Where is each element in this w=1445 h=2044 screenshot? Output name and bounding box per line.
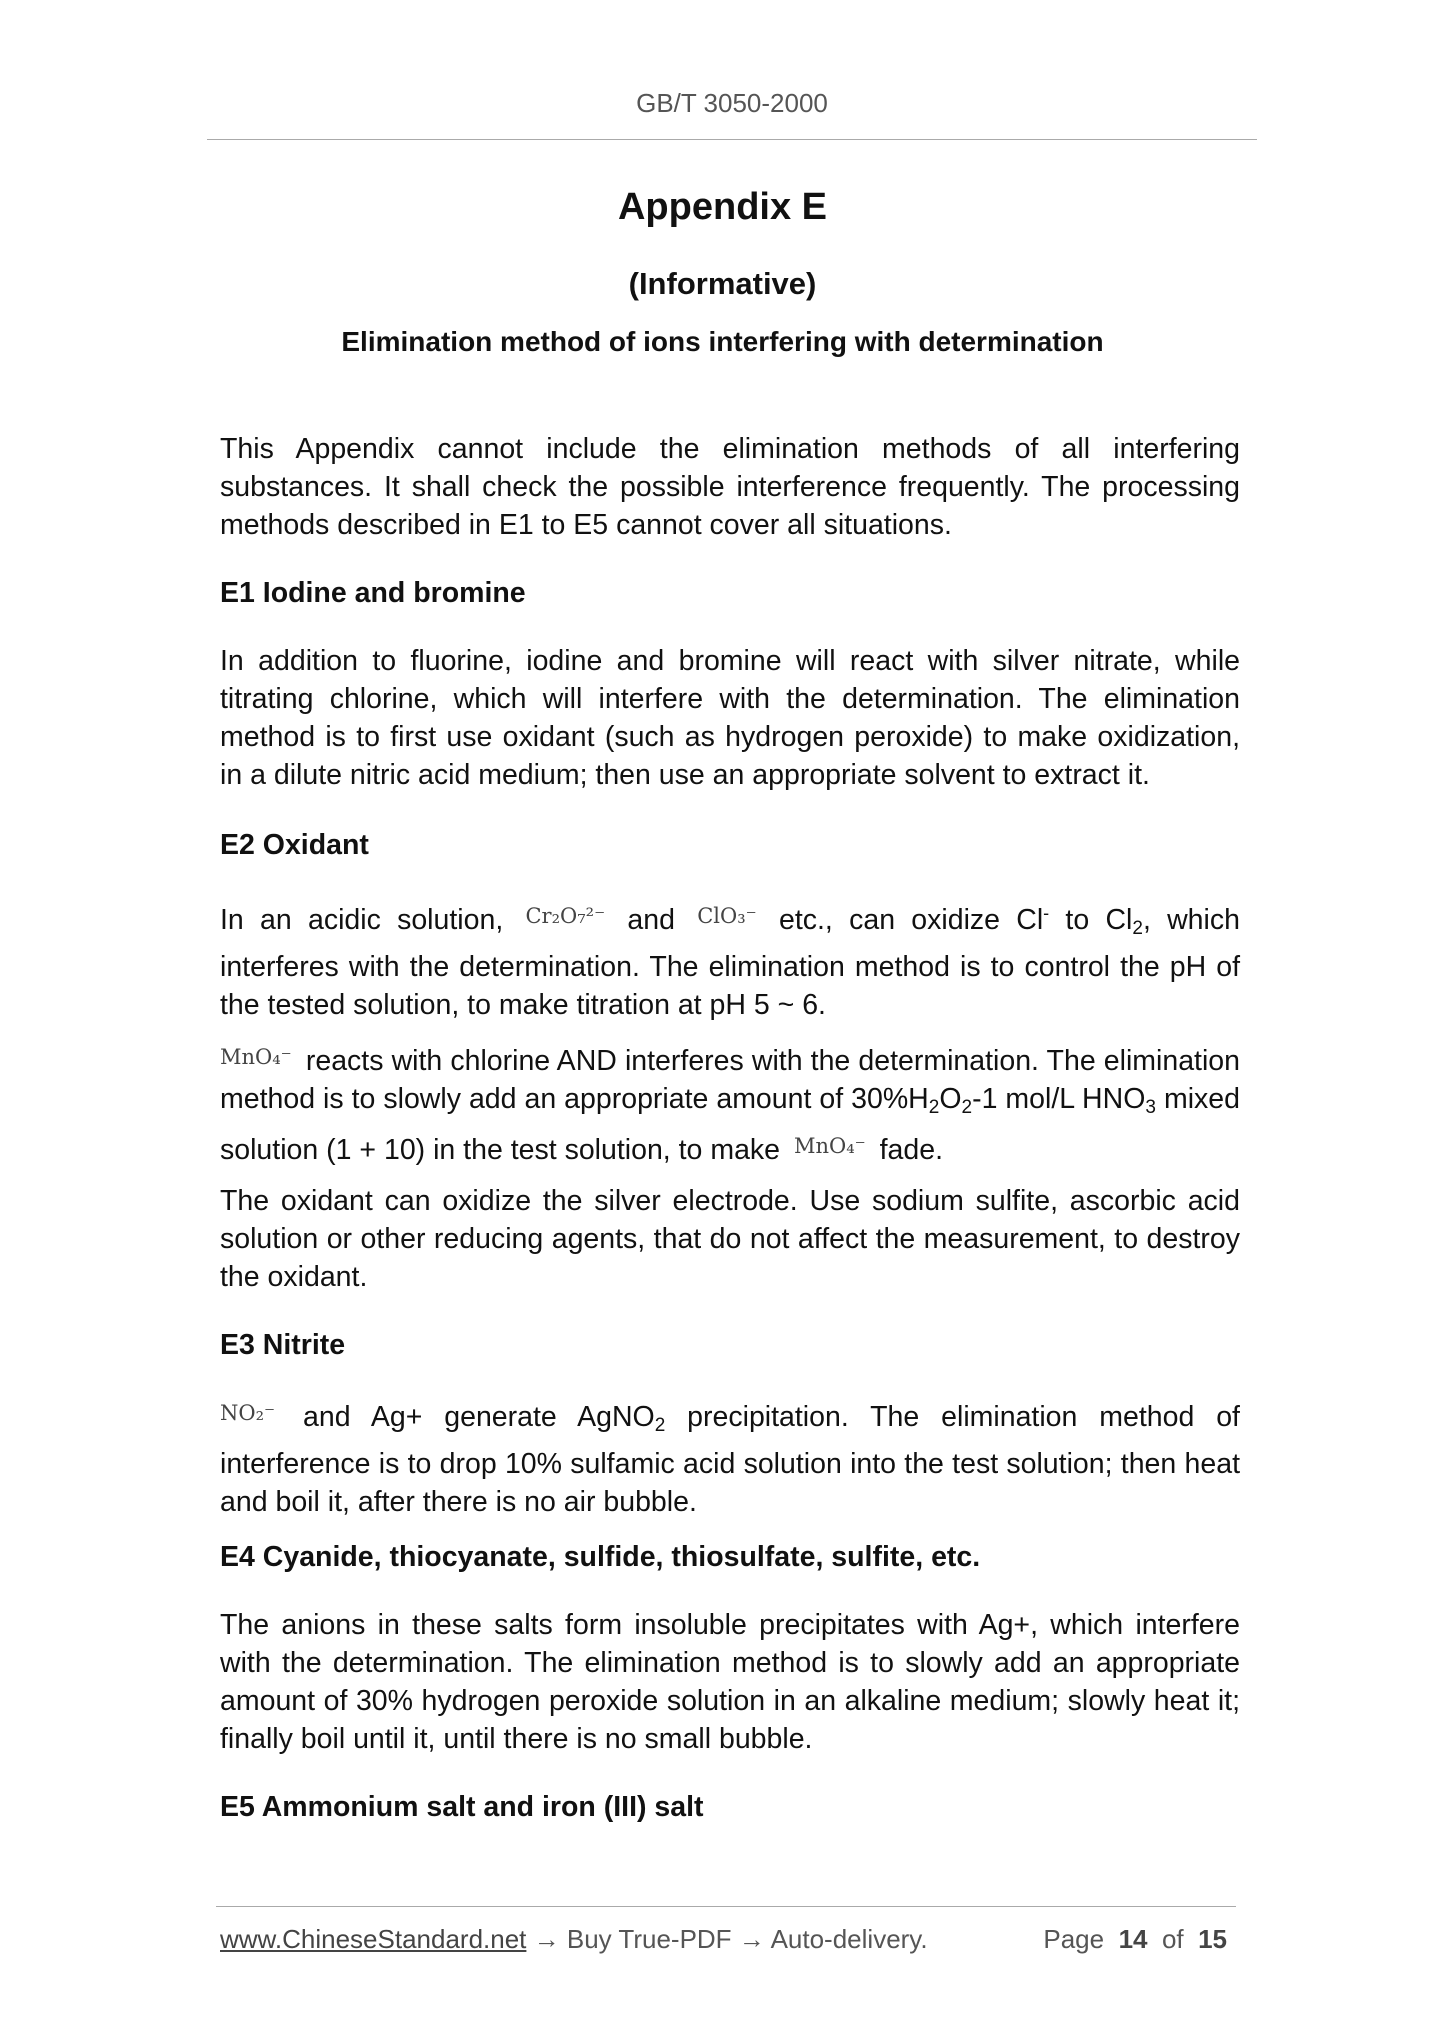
section-e2-paragraph-3: The oxidant can oxidize the silver electrode. Use sodium sulfite, ascorbic acid solution or other reducing agents, that do not affect the measurement, to destroy the oxidant. [220,1185,1240,1293]
total-pages: 15 [1198,1924,1227,1954]
permanganate-formula: MnO₄⁻ [220,1045,292,1069]
section-e5-heading: E5 Ammonium salt and iron (III) salt [220,1791,704,1823]
section-e2-paragraph-1: In an acidic solution, Cr₂O₇²⁻ and ClO₃⁻ etc., can oxidize Cl- to $Cl_2$, which interferes with the determination. The elimination method is to control the pH of the tested solution, to make titration at pH 5 ~ 6. [220,894,1240,1024]
section-e4-heading: E4 Cyanide, thiocyanate, sulfide, thiosulfate, sulfite, etc. [220,1541,981,1573]
permanganate-formula-2: MnO₄⁻ [793,1134,866,1158]
footer-promo [220,1924,928,1955]
chlorate-formula: ClO₃⁻ [697,904,757,928]
footer-text: → Buy True-PDF → Auto-delivery. [526,1924,928,1954]
intro-paragraph: This Appendix cannot include the elimination methods of all interfering substances. It shall check the possible interference frequently. The processing methods described in E1 to E5 cannot cover all situations. [220,433,1240,541]
section-e1-text: In addition to fluorine, iodine and bromine will react with silver nitrate, while titrating chlorine, which will interfere with the determination. The elimination method is to first use oxidant (such as hydrogen peroxide) to make oxidization, in a dilute nitric acid medium; then use an appropriate solvent to extract it. [220,645,1240,791]
appendix-topic: Elimination method of ions interfering with determination [341,326,1104,357]
section-e2-heading: E2 Oxidant [220,829,369,861]
appendix-title: Appendix E [617,186,828,228]
footer-divider [216,1906,1236,1907]
section-e3-text: NO₂⁻ and Ag+ generate AgNO$_2$ precipitation. The elimination method of interference is to drop 10% sulfamic acid solution into the test solution; then heat and boil it, after there is no air bubble. [220,1394,1240,1521]
nitrite-formula: NO₂⁻ [220,1401,276,1425]
page-indicator: Page 14 of 15 [1043,1924,1227,1954]
appendix-subtitle: (Informative) [628,266,817,301]
header-divider [207,139,1257,140]
current-page: 14 [1118,1924,1148,1954]
document-id-header: GB/T 3050-2000 [636,88,828,118]
section-e3-heading: E3 Nitrite [220,1329,346,1361]
dichromate-formula: Cr₂O₇²⁻ [525,904,606,928]
section-e1-heading: E1 Iodine and bromine [220,577,526,609]
section-e2-paragraph-2: MnO₄⁻ reacts with chlorine AND interferes with the determination. The elimination method is to slowly add an appropriate amount of $30\%H_2O_2-1$ mol/L $HNO_3$ mixed solution (1 + 10) in the test solution, to make MnO₄⁻ fade. [220,1038,1240,1169]
website-link[interactable]: www.ChineseStandard.net [220,1924,527,1954]
section-e4-text: The anions in these salts form insoluble precipitates with Ag+, which interfere with the determination. The elimination method is to slowly add an appropriate amount of 30% hydrogen peroxide solution in an alkaline medium; slowly heat it; finally boil until it, until there is no small bubble. [220,1609,1240,1755]
